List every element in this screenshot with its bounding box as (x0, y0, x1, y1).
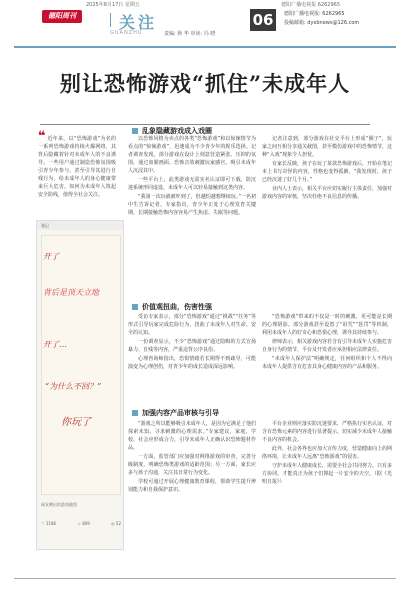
share-count: ◎ 52 (111, 521, 121, 526)
paragraph: 业内人士表示，相关平台应切实履行主体责任，加强对游戏内容的审核，坚决杜绝不良信息的传播。 (262, 186, 393, 200)
article-lead (38, 129, 117, 199)
page-number: 06 (250, 9, 276, 31)
body-column-4 (262, 313, 392, 372)
paragraph: 律师表示，相关游戏内容若含有引导未成年人实施危害自身行为的情节，平台及开发者应承担相应法律责任。 (262, 339, 393, 353)
paragraph: 受访专家表示，部分“恐怖游戏”通过“挑战”“任务”等形式引导玩家完成危险行为，扭曲了未成年人对生命、安全的认知。 (128, 314, 256, 336)
header-rule (14, 46, 396, 48)
body-column-3 (128, 313, 256, 372)
paragraph: 此外，社会各界也应加大宣传力度，营造健康向上的网络环境，让未成年人远离“恐怖游戏”的侵害。 (262, 446, 393, 460)
handwriting-line-5: 你玩了 (61, 417, 91, 428)
lead-text: 近年来，以“恐怖游戏”为名的一系列恐怖游戏持续火爆网络，其背后隐藏着针对未成年人的不良诱导。一些用户通过制造恐怖氛围吸引青少年参与，甚至引导其进行自残行为，给未成年人的身心健康带来巨大危害。如何为未成年人筑起安全防线，值得全社会关注。 (38, 136, 117, 198)
paragraph: “未成年人保护法”明确规定，任何组织和个人不得向未成年人提供含有危害其身心健康内容的产品和服务。 (262, 356, 392, 370)
subhead-3: 加强内容产品审核与引导 (132, 408, 219, 418)
paragraph: 学校可通过开展心理健康教育课程，帮助学生提升辨别能力和自我保护意识。 (128, 479, 256, 493)
body-column-6 (262, 420, 392, 487)
like-count: ♡ 1186 (41, 521, 57, 526)
paragraph: “恐怖游戏”带来的不仅是一时的刺激，更可能是长期的心理阴影。部分游戏甚至设置了“诅咒”“惩罚”等机制，利用未成年人的好奇心和恐惧心理，诱导其持续参与。 (262, 314, 392, 336)
photo-caption: 网友晒出的游戏截图 (41, 502, 77, 507)
subhead-1: 乱象隐藏游戏成入戏圈 (132, 126, 212, 136)
paragraph: 心理咨询师指出，恐惧情绪若长期得不到疏导，可能演变为心理创伤，对青少年的成长造成深远影响。 (128, 356, 256, 370)
illustration-photo (36, 220, 124, 550)
body-column-1 (128, 135, 256, 218)
masthead (14, 8, 400, 46)
paragraph: 记者注意到，部分游戏在社交平台上形成“圈子”，玩家之间互相分享通关截图，甚至模仿游戏中的恐怖情节，这种“入戏”现象令人担忧。 (262, 136, 393, 158)
paragraph: “游戏之所以能够吸引未成年人，是因为它满足了他们探索未知、寻求刺激的心理需求。”专家建议，家庭、学校、社会应形成合力，引导未成年人正确认识恐怖题材作品。 (128, 421, 256, 451)
section-divider (110, 13, 111, 27)
paragraph: 一方面，监管部门应加强对网络游戏的审查，完善分级制度，明确恐怖类游戏的适龄范围；另一方面，家长应多与孩子沟通，关注其日常行为变化。 (128, 454, 256, 476)
article-title: 别让恐怖游戏“抓住”未成年人 (59, 71, 351, 96)
contact-phone: 德阳广播电视报: 6262965 (284, 11, 345, 17)
handwriting-line-2: 背后是顶天立地 (43, 288, 99, 297)
handwriting-line-4: “为什么不回？” (45, 382, 102, 391)
paragraph: “我第一次玩就被吓到了，但越怕越想继续玩。”一名初中生告诉记者。专家指出，青少年正处于心理发育关键期，长期接触恐怖内容容易产生焦虑、失眠等问题。 (128, 194, 256, 216)
photo-app-bar: 笔记 (37, 221, 123, 230)
publisher-line: 德阳广播电视报 6262965 (281, 2, 340, 8)
body-column-5 (128, 420, 256, 495)
paragraph: 一份调查显示，不少“恐怖游戏”通过隐晦的方式宣扬暴力、自残等内容，严重违背公序良俗。 (128, 339, 256, 353)
paragraph: 一些平台上，此类游戏无需实名认证即可下载，防沉迷系统形同虚设，未成年人可以轻易接触到这类内容。 (128, 177, 256, 191)
body-column-2 (262, 135, 392, 202)
handwritten-note (41, 235, 121, 495)
bullet-icon (132, 304, 138, 310)
paragraph: 守护未成年人健康成长，需要全社会共同努力。只有多方协同，才能真正为孩子们撑起一片安全的天空。（据《光明日报》） (262, 463, 393, 485)
photo-reactions (41, 521, 121, 526)
handwriting-line-3: 开了… (43, 340, 67, 349)
bullet-icon (132, 128, 138, 134)
issue-date: 2025年8月17日 星期五 (86, 2, 140, 8)
comment-count: ☆ 809 (77, 521, 90, 526)
paragraph: 以恐怖风格为卖点的各类“恐怖游戏”和以惊悚情节为看点的“惊悚游戏”，迅速成为不少青少年的娱乐选择。记者调查发现，部分游戏在设计上刻意营造紧张、压抑的氛围，通过血腥画面、恐怖音效刺激玩家感官，吸引未成年人沉浸其中。 (128, 136, 256, 174)
paragraph: 有家长反映，孩子在玩了某款恐怖游戏后，开始在笔记本上书写奇怪的内容，性格也变得孤僻。“我发现时，孩子已经沉迷了好几个月。” (262, 161, 393, 183)
section-name-en: GUANZHU (110, 30, 143, 36)
editor-credits: 责编: 蒋 华 审读: 冯 晓 (164, 31, 216, 37)
contact-info (284, 10, 359, 28)
subhead-2: 价值观扭曲，伤害性强 (132, 302, 212, 312)
page-header-strip (0, 0, 410, 8)
quote-icon: ❝ (38, 129, 46, 144)
handwriting-line-1: 开了 (43, 252, 59, 261)
title-divider (40, 124, 370, 125)
newspaper-logo: 德阳周刊 (42, 10, 82, 23)
section-name: 关注 (119, 13, 158, 32)
bullet-icon (132, 410, 138, 416)
footer-rule (14, 578, 396, 579)
paragraph: 平台企业则应落实防沉迷要求，严格执行实名认证，对含有恐怖元素的内容进行显著提示，切实减少未成年人接触不良内容的机会。 (262, 421, 393, 443)
contact-email: 投稿邮箱: dyxbnews@126.com (284, 20, 360, 26)
